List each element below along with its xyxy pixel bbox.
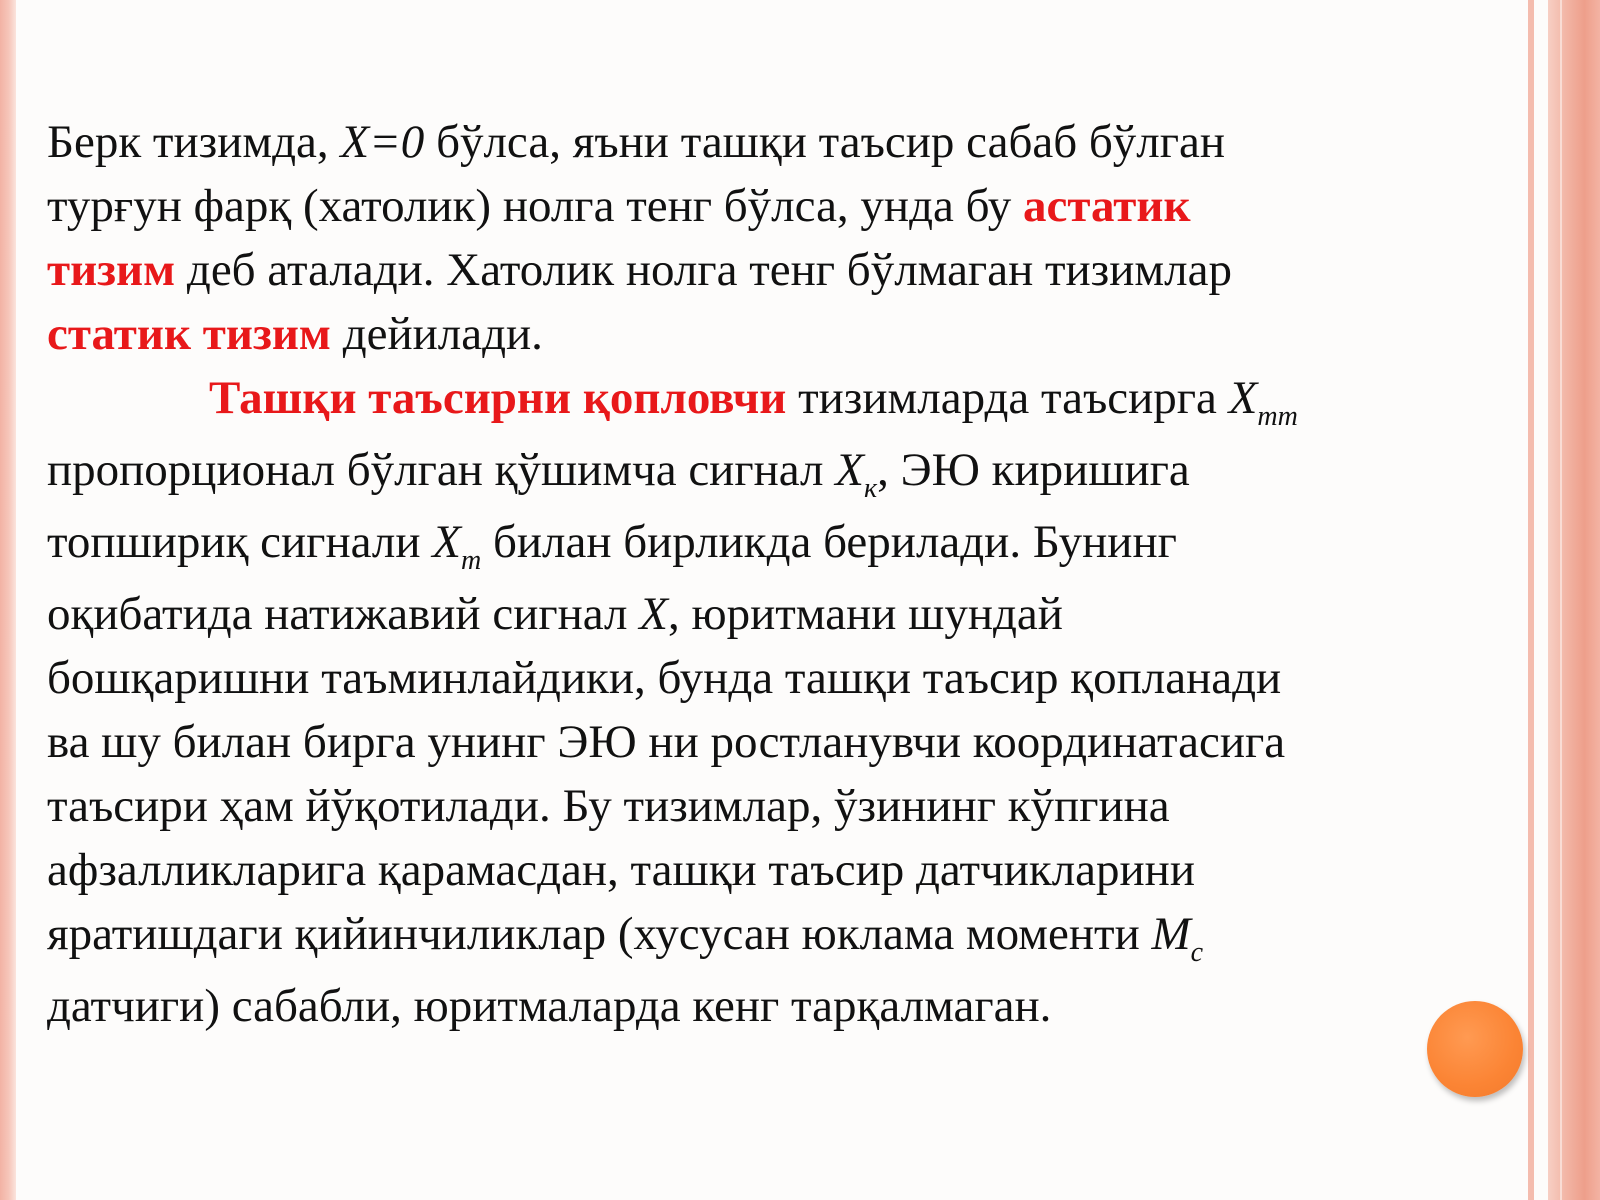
text-line-13: яратишдаги қийинчиликлар (хусусан юклама моменти $M_c$ <box>47 908 1204 968</box>
text-line-8: оқибатида натижавий сигнал X, юритмани шундай <box>47 588 1063 640</box>
text-line-4: статик тизим дейилади. <box>47 308 543 360</box>
right-thin-border <box>1528 0 1534 1200</box>
text-line-9: бошқаришни таъминлайдики, бунда ташқи таъсир қопланади <box>47 652 1282 704</box>
text-line-7: топшириқ сигнали $X_т$ билан бирликда берилади. Бунинг <box>47 516 1177 576</box>
text-line-6: пропорционал бўлган қўшимча сигнал $X_к$, ЭЮ киришига <box>47 444 1190 504</box>
variable-x-equals-zero: X=0 <box>340 116 425 168</box>
text-line-14: датчиги) сабабли, юритмаларда кенг тарқалмаган. <box>47 980 1052 1032</box>
orange-circle-decoration <box>1427 1001 1523 1097</box>
text-line-2: турғун фарқ (хатолик) нолга тенг бўлса, унда бу астатик <box>47 180 1191 232</box>
slide-body-text <box>47 115 1467 1043</box>
left-decorative-border <box>0 0 16 1200</box>
text-line-1: Берк тизимда, X=0 бўлса, яъни ташқи таъсир сабаб бўлган <box>47 116 1226 168</box>
term-disturbance-compensating: Ташқи таъсирни қопловчи <box>209 372 787 424</box>
text-line-3: тизим деб аталади. Хатолик нолга тенг бўлмаган тизимлар <box>47 244 1232 296</box>
text-line-10: ва шу билан бирга унинг ЭЮ ни ростланувчи координатасига <box>47 716 1286 768</box>
text-line-12: афзалликларига қарамасдан, ташқи таъсир датчикларини <box>47 844 1195 896</box>
term-astatic: астатик <box>1022 180 1191 232</box>
right-border-line <box>1560 0 1562 1200</box>
term-static-system: статик тизим <box>47 308 331 360</box>
text-line-5: Ташқи таъсирни қопловчи тизимларда таъсирга $X_{тт}$ <box>209 372 1298 432</box>
right-decorative-border <box>1548 0 1600 1200</box>
text-line-11: таъсири ҳам йўқотилади. Бу тизимлар, ўзининг кўпгина <box>47 780 1170 832</box>
term-system: тизим <box>47 244 176 296</box>
